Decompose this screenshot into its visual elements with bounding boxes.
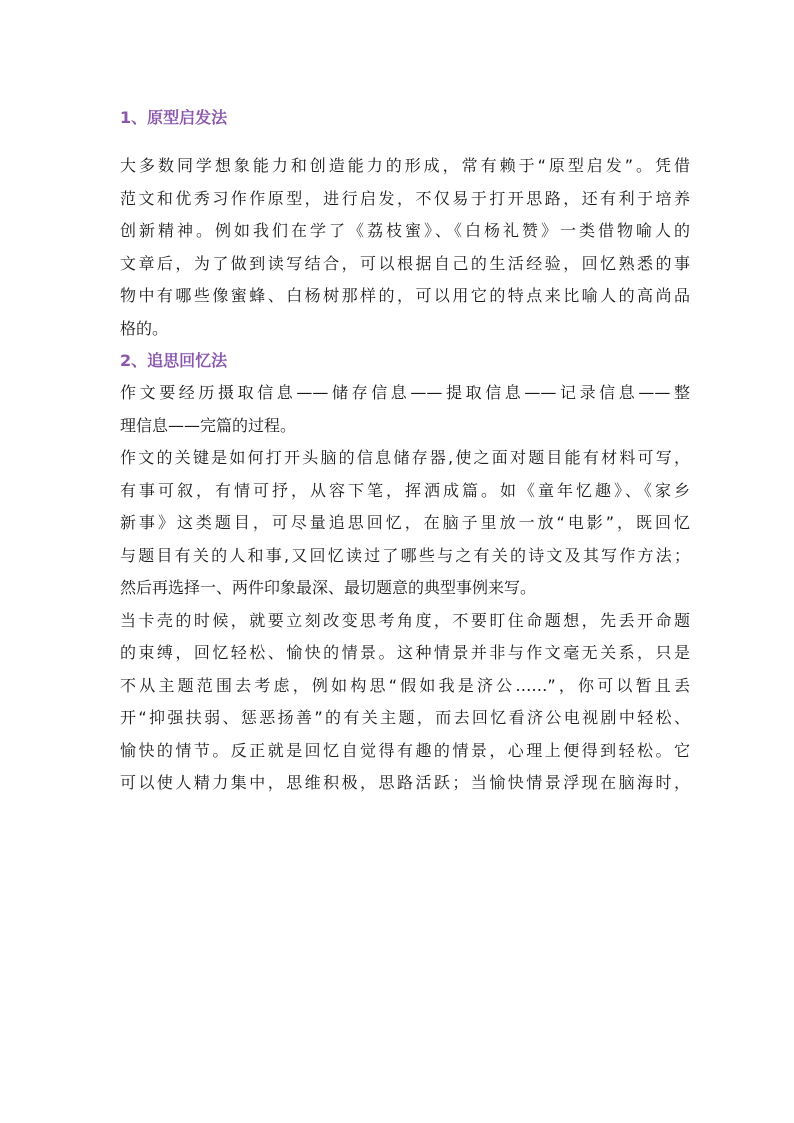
text-line: 大多数同学想象能力和创造能力的形成，常有赖于“原型启发”。凭借	[120, 156, 690, 175]
text-line: 理信息——完篇的过程。	[120, 415, 297, 435]
paragraph-when-stuck	[120, 605, 690, 800]
text-line: 然后再选择一、两件印象最深、最切题意的典型事例来写。	[120, 578, 537, 597]
paragraph-key-of-writing	[120, 442, 690, 605]
text-line: 可以使人精力集中，思维积极，思路活跃；当愉快情景浮现在脑海时，	[120, 773, 690, 792]
text-line: 作文要经历摄取信息——储存信息——提取信息——记录信息——整	[120, 383, 690, 402]
text-line: 创新精神。例如我们在学了《荔枝蜜》、《白杨礼赞》一类借物喻人的	[120, 221, 690, 240]
section-heading-prototype-inspiration: 1、原型启发法	[120, 108, 228, 127]
text-line: 开“抑强扶弱、惩恶扬善”的有关主题，而去回忆看济公电视剧中轻松、	[120, 708, 690, 727]
text-line: 作文的关键是如何打开头脑的信息储存器,使之面对题目能有材料可写，	[120, 448, 690, 467]
text-line: 格的。	[120, 318, 169, 338]
text-line: 不从主题范围去考虑，例如构思“假如我是济公……”，你可以暂且丢	[120, 675, 690, 695]
text-line: 愉快的情节。反正就是回忆自觉得有趣的情景，心理上便得到轻松。它	[120, 740, 690, 760]
text-line: 有事可叙，有情可抒，从容下笔，挥洒成篇。如《童年忆趣》、《家乡	[120, 480, 690, 500]
section-heading-recollection: 2、追思回忆法	[120, 351, 228, 370]
text-line: 与题目有关的人和事,又回忆读过了哪些与之有关的诗文及其写作方法；	[120, 545, 690, 565]
text-line: 范文和优秀习作作原型，进行启发，不仅易于打开思路，还有利于培养	[120, 188, 690, 208]
text-line: 当卡壳的时候，就要立刻改变思考角度，不要盯住命题想，先丢开命题	[120, 610, 690, 630]
text-line: 的束缚，回忆轻松、愉快的情景。这种情景并非与作文毫无关系，只是	[120, 643, 690, 662]
paragraph-prototype-inspiration	[120, 150, 690, 345]
text-line: 文章后，为了做到读写结合，可以根据自己的生活经验，回忆熟悉的事	[120, 253, 690, 273]
paragraph-information-process	[120, 377, 690, 442]
document-page	[120, 102, 690, 800]
text-line: 新事》这类题目，可尽量追思回忆，在脑子里放一放“电影”，既回忆	[120, 513, 690, 532]
text-line: 物中有哪些像蜜蜂、白杨树那样的，可以用它的特点来比喻人的高尚品	[120, 286, 690, 305]
